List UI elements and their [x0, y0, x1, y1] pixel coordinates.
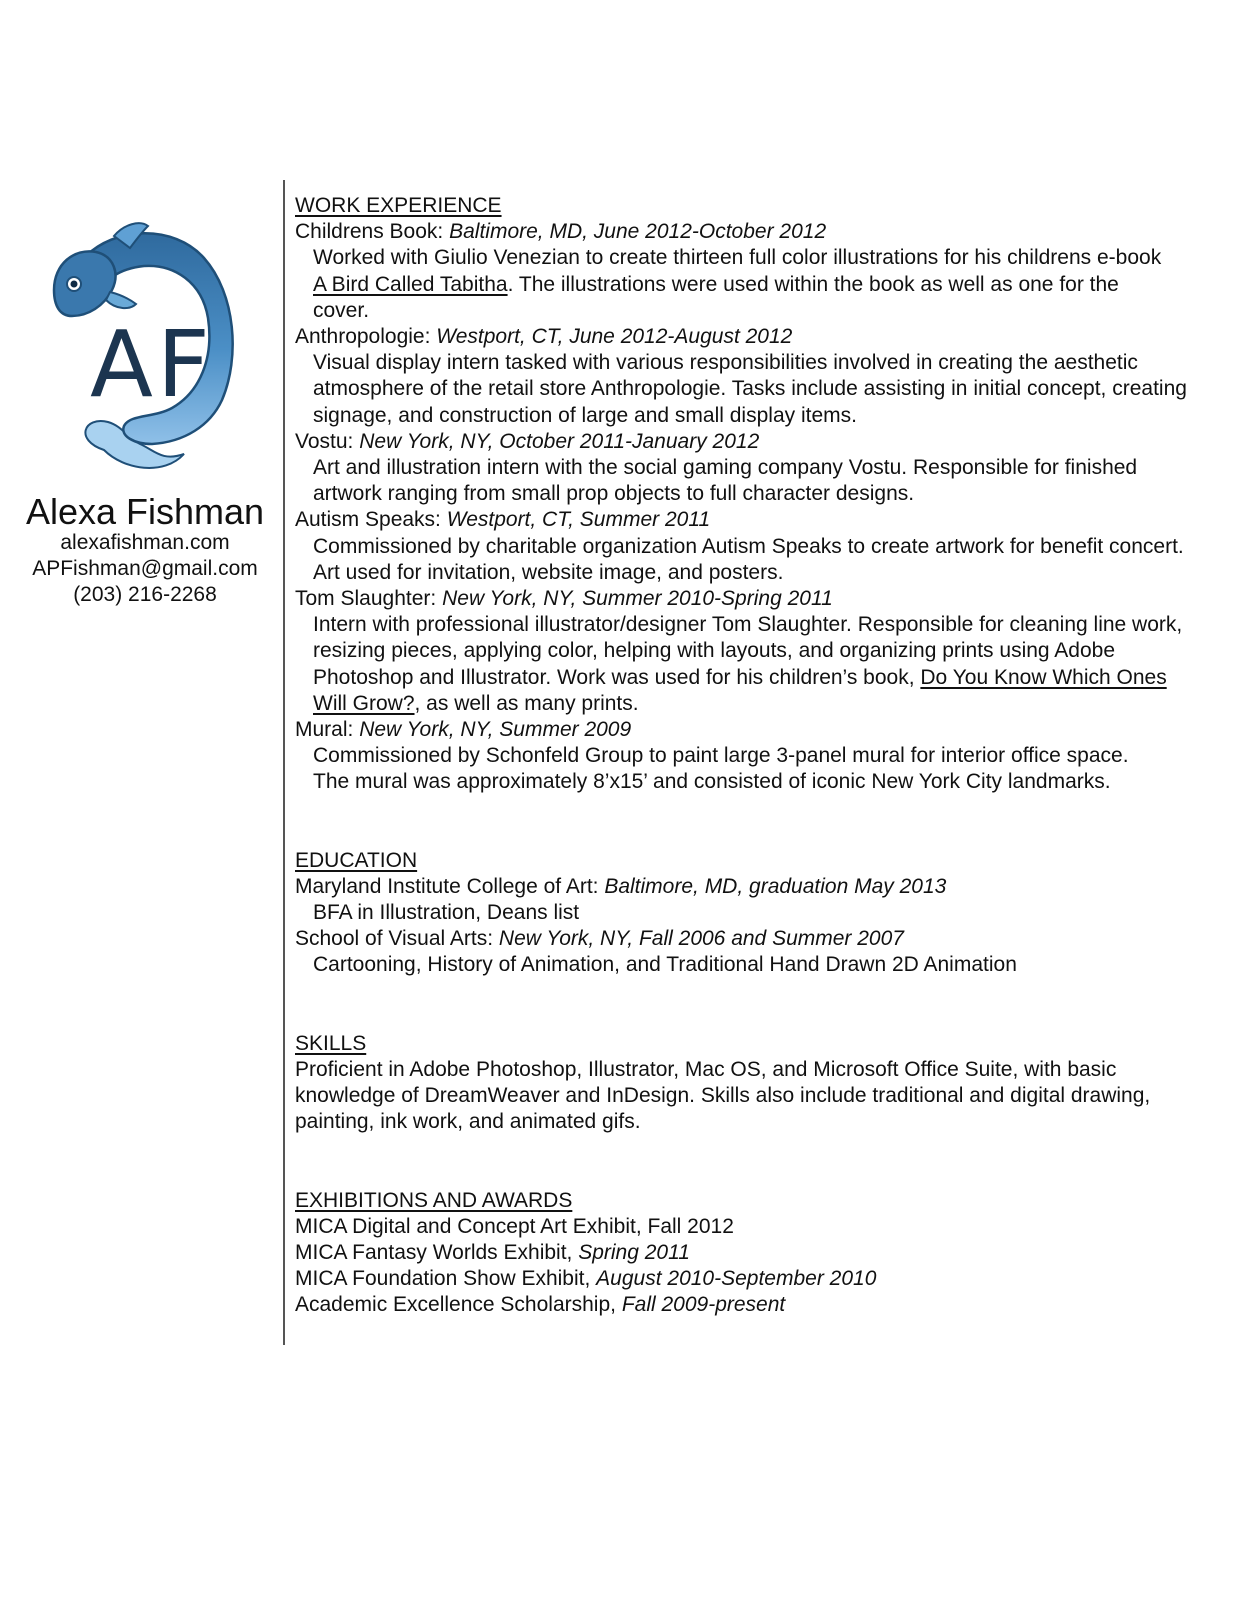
entry-desc-line: cover.: [313, 298, 370, 322]
entry-desc-line: resizing pieces, applying color, helping with layouts, and organizing prints using Adobe: [313, 639, 1115, 663]
entry-title: School of Visual Arts: [295, 927, 488, 951]
exhibition-name: Academic Excellence Scholarship,: [295, 1293, 622, 1317]
entry-title: Vostu:: [295, 429, 354, 453]
entry-meta: Westport, CT, June 2012-August 2012: [436, 325, 793, 349]
entry-title: Maryland Institute College of Art: [295, 874, 593, 898]
book-title-link: A Bird Called Tabitha: [313, 272, 508, 296]
exhibition-name: MICA Foundation Show Exhibit,: [295, 1267, 597, 1291]
column-divider: [283, 180, 285, 1345]
entry-desc-line: signage, and construction of large and small display items.: [313, 403, 857, 427]
skills-heading: SKILLS: [295, 1031, 367, 1055]
entry-desc-line: Art and illustration intern with the social gaming company Vostu. Responsible for finished: [313, 456, 1138, 480]
exhibition-item: [295, 1240, 1215, 1266]
entry-separator: :: [487, 927, 499, 951]
education-entry: [295, 926, 1215, 978]
education-heading: EDUCATION: [295, 848, 418, 872]
entry-desc-line: Art used for invitation, website image, and posters.: [313, 560, 784, 584]
entry-desc-text: Photoshop and Illustrator. Work was used for his children’s book,: [313, 665, 921, 689]
phone-number: (203) 216-2268: [73, 583, 217, 606]
book-title-link: Do You Know Which Ones: [920, 665, 1167, 689]
entry-desc-line: atmosphere of the retail store Anthropologie. Tasks include assisting in initial concept, creating: [313, 377, 1187, 401]
entry-desc-line: The mural was approximately 8’x15’ and consisted of iconic New York City landmarks.: [313, 770, 1111, 794]
entry-meta: New York, NY, October 2011-January 2012: [359, 429, 760, 453]
website-link[interactable]: alexafishman.com: [60, 531, 230, 554]
skills-line: knowledge of DreamWeaver and InDesign. Skills also include traditional and digital drawing,: [295, 1084, 1151, 1108]
entry-title: Mural:: [295, 718, 354, 742]
exhibition-name: MICA Digital and Concept Art Exhibit, Fall 2012: [295, 1214, 734, 1238]
education-entry: [295, 874, 1215, 926]
work-entry: [295, 586, 1215, 717]
exhibition-item: [295, 1266, 1215, 1292]
exhibition-date: Fall 2009-present: [621, 1293, 786, 1317]
person-name: Alexa Fishman: [25, 491, 265, 532]
entry-meta: Westport, CT, Summer 2011: [446, 508, 711, 532]
exhibitions-heading: EXHIBITIONS AND AWARDS: [295, 1188, 573, 1212]
logo-letters: AF: [90, 311, 214, 418]
exhibition-item: [295, 1292, 1215, 1318]
work-entry: [295, 219, 1215, 324]
book-title-link: Will Grow?: [313, 691, 415, 715]
entry-desc-line: Commissioned by Schonfeld Group to paint large 3-panel mural for interior office space.: [313, 744, 1129, 768]
work-section: [295, 193, 1215, 796]
entry-meta: New York, NY, Summer 2010-Spring 2011: [442, 587, 833, 611]
skills-line: Proficient in Adobe Photoshop, Illustrator, Mac OS, and Microsoft Office Suite, with basic: [295, 1057, 1117, 1081]
fish-logo-icon: [44, 218, 244, 480]
entry-desc-line: Visual display intern tasked with various responsibilities involved in creating the aesthetic: [313, 351, 1138, 375]
exhibitions-section: [295, 1188, 1215, 1319]
entry-desc-line: Cartooning, History of Animation, and Traditional Hand Drawn 2D Animation: [313, 953, 1017, 977]
exhibition-item: [295, 1214, 1215, 1240]
entry-desc-text: , as well as many prints.: [414, 691, 639, 715]
entry-meta: Baltimore, MD, graduation May 2013: [604, 874, 947, 898]
entry-desc-line: Intern with professional illustrator/designer Tom Slaughter. Responsible for cleaning line work,: [313, 613, 1183, 637]
entry-title: Anthropologie:: [295, 325, 431, 349]
work-heading: WORK EXPERIENCE: [295, 194, 502, 217]
work-entry: [295, 324, 1215, 429]
exhibition-name: MICA Fantasy Worlds Exhibit,: [295, 1240, 579, 1264]
entry-title: Childrens Book:: [295, 220, 444, 244]
entry-desc-line: artwork ranging from small prop objects to full character designs.: [313, 482, 915, 506]
entry-desc-line: Worked with Giulio Venezian to create thirteen full color illustrations for his childrens e-book: [313, 246, 1162, 270]
entry-desc-line: BFA in Illustration, Deans list: [313, 901, 580, 925]
work-entry: [295, 717, 1215, 796]
skills-section: [295, 1031, 1215, 1136]
skills-line: painting, ink work, and animated gifs.: [295, 1110, 641, 1134]
entry-meta: New York, NY, Summer 2009: [359, 718, 632, 742]
exhibition-date: Spring 2011: [578, 1240, 690, 1264]
entry-desc-text: . The illustrations were used within the book as well as one for the: [507, 272, 1119, 296]
education-section: [295, 848, 1215, 979]
entry-desc-line: Commissioned by charitable organization Autism Speaks to create artwork for benefit concert.: [313, 534, 1184, 558]
work-entry: [295, 507, 1215, 586]
work-entry: [295, 429, 1215, 508]
entry-title: Tom Slaughter:: [295, 587, 437, 611]
email-link[interactable]: APFishman@gmail.com: [32, 557, 258, 580]
entry-separator: :: [592, 874, 605, 898]
entry-meta: Baltimore, MD, June 2012-October 2012: [449, 220, 827, 244]
exhibition-date: August 2010-September 2010: [596, 1267, 877, 1291]
entry-title: Autism Speaks:: [295, 508, 441, 532]
resume-content: [295, 193, 1215, 1319]
entry-meta: New York, NY, Fall 2006 and Summer 2007: [498, 927, 904, 951]
